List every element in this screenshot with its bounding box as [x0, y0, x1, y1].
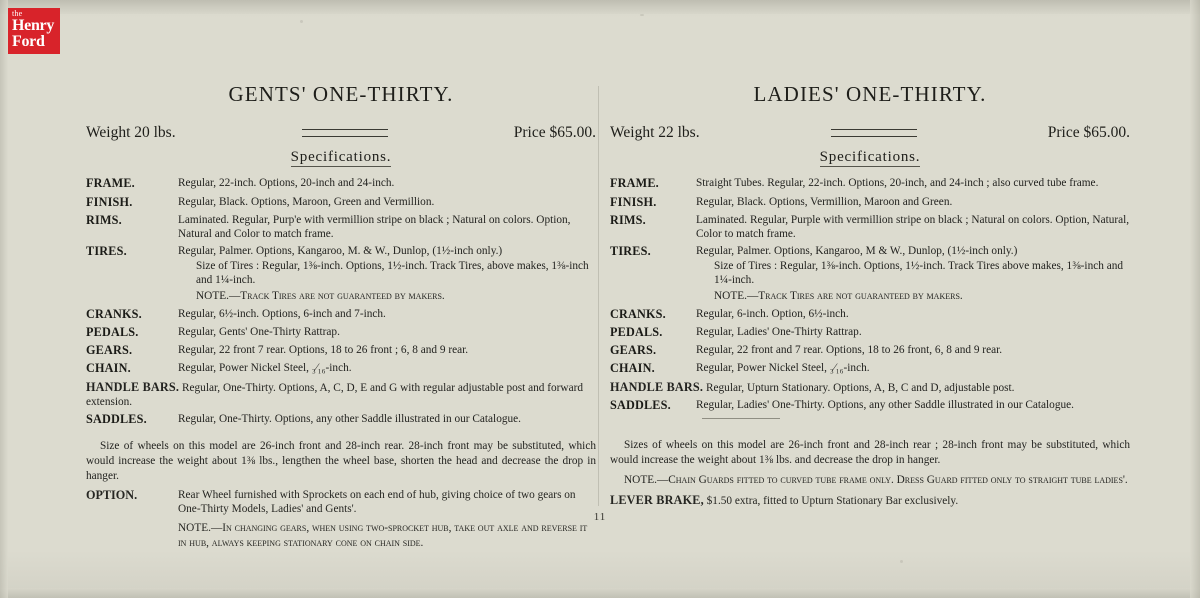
option-label: OPTION. — [86, 487, 138, 502]
option-note-spacer — [86, 521, 178, 550]
lever-brake-text: $1.50 extra, fitted to Upturn Stationary Bar exclusively. — [706, 494, 959, 507]
ladies-specifications-heading — [610, 149, 1130, 166]
spec-label: SADDLES. — [86, 412, 147, 427]
spec-value-main: Regular, Ladies' One-Thirty. Options, any other Saddle illustrated in our Catalogue. — [696, 398, 1074, 411]
ladies-spec-table — [610, 175, 1130, 428]
ladies-specifications-label: Specifications. — [819, 149, 921, 165]
table-row — [86, 175, 596, 193]
spec-value: Regular, Black. Options, Vermillion, Maroon and Green. — [696, 195, 953, 208]
table-row — [610, 212, 1130, 243]
spec-value: Regular, Gents' One-Thirty Rattrap. — [178, 325, 340, 338]
table-row — [610, 193, 1130, 211]
spec-value — [696, 243, 1130, 305]
gents-spec-table — [86, 175, 596, 429]
spec-value — [610, 378, 1130, 396]
spec-value: Regular, Black. Options, Maroon, Green and Vermillion. — [178, 195, 435, 208]
spec-label: HANDLE BARS. — [86, 379, 180, 394]
logo-line-the: the — [12, 9, 23, 18]
spec-value: Laminated. Regular, Purple with vermillion stripe on black ; Natural on colors. Option, Natural, Color to match frame. — [696, 213, 1130, 241]
spec-value: Regular, Power Nickel Steel, ₃⁄₁₆-inch. — [178, 362, 352, 375]
gents-wheel-paragraph: Size of wheels on this model are 26-inch front and 28-inch rear. 28-inch front may be substituted, which would increase the weight about 1⅜ lbs., lengthen the wheel base, shorten the head and decrease the drop in hanger. — [86, 440, 596, 482]
spec-value: Laminated. Regular, Purp'e with vermillion stripe on black ; Natural on colors. Option, Natural and Color to match frame. — [178, 213, 571, 241]
spec-label: CRANKS. — [610, 306, 666, 321]
ladies-lever-brake-row — [610, 493, 1130, 508]
spec-label: FRAME. — [86, 176, 135, 191]
spec-value-main: Regular, Palmer. Options, Kangaroo, M & W., Dunlop, (1½-inch only.) — [696, 245, 1018, 258]
spec-value-main: Regular, Palmer. Options, Kangaroo, M. & W., Dunlop, (1½-inch only.) — [178, 245, 503, 258]
logo-line-henry: Henry — [12, 17, 55, 35]
spec-value: Regular, 22 front 7 rear. Options, 18 to 26 front ; 6, 8 and 9 rear. — [178, 344, 469, 357]
spec-value: Regular, 22-inch. Options, 20-inch and 24-inch. — [178, 177, 395, 190]
table-row — [86, 243, 596, 305]
table-row — [86, 378, 596, 411]
table-row — [86, 305, 596, 323]
ladies-title: LADIES' ONE-THIRTY. — [753, 82, 987, 106]
spec-label: GEARS. — [86, 343, 133, 358]
option-note: NOTE.—In changing gears, when using two-sprocket hub, take out axle and reverse it in hub, always keeping stationary cone on chain side. — [178, 522, 588, 549]
spec-label: RIMS. — [86, 212, 122, 227]
spec-label: GEARS. — [610, 343, 657, 358]
gents-specifications-label: Specifications. — [290, 149, 392, 165]
spec-label: TIRES. — [86, 244, 127, 259]
spec-label: PEDALS. — [86, 324, 139, 339]
spec-value: Regular, 6-inch. Option, 6½-inch. — [696, 307, 849, 320]
column-gents — [86, 82, 596, 551]
ladies-price: Price $65.00. — [1047, 124, 1130, 141]
gents-price: Price $65.00. — [513, 124, 596, 141]
spec-value: Regular, One-Thirty. Options, any other Saddle illustrated in our Catalogue. — [178, 413, 521, 426]
spec-label: CHAIN. — [610, 361, 655, 376]
spec-value: Regular, Ladies' One-Thirty Rattrap. — [696, 325, 862, 338]
table-row — [86, 342, 596, 360]
table-row — [610, 360, 1130, 378]
table-row — [610, 305, 1130, 323]
spec-value — [86, 378, 596, 411]
table-row — [86, 411, 596, 429]
gents-specifications-heading — [86, 149, 596, 166]
table-row — [610, 378, 1130, 396]
gents-weight: Weight 20 lbs. — [86, 124, 176, 141]
spec-value-main: Regular, One-Thirty. Options, A, C, D, E and G with regular adjustable post and forward extension. — [86, 381, 584, 409]
table-row — [86, 212, 596, 243]
spec-value-main: Regular, Upturn Stationary. Options, A, B, C and D, adjustable post. — [705, 381, 1015, 394]
spec-label: FINISH. — [610, 194, 657, 209]
gents-title: GENTS' ONE-THIRTY. — [228, 82, 454, 106]
lever-brake-label: LEVER BRAKE, — [610, 492, 704, 507]
spec-value-note: NOTE.—Track Tires are not guaranteed by makers. — [196, 290, 445, 303]
decorative-rule — [302, 129, 388, 137]
table-row — [610, 396, 1130, 427]
ladies-weight: Weight 22 lbs. — [610, 124, 700, 141]
spec-value — [178, 243, 596, 305]
table-row — [610, 243, 1130, 305]
spec-label: CRANKS. — [86, 306, 142, 321]
decorative-underline — [702, 418, 780, 419]
table-row — [610, 342, 1130, 360]
table-row — [610, 175, 1130, 193]
spec-value — [696, 396, 1130, 427]
logo-line-ford: Ford — [12, 33, 45, 51]
spec-value-note: NOTE.—Track Tires are not guaranteed by makers. — [714, 290, 963, 303]
spec-value-sub: Size of Tires : Regular, 1⅜-inch. Options, 1½-inch. Track Tires, above makes, 1⅜-inch and 1¼-inch. — [196, 259, 589, 287]
page-number: 11 — [593, 511, 607, 523]
spec-label: RIMS. — [610, 212, 646, 227]
ladies-guard-note: NOTE.—Chain Guards fitted to curved tube frame only. Dress Guard fitted only to straight tube ladies'. — [624, 473, 1128, 486]
spec-label: PEDALS. — [610, 324, 663, 339]
column-ladies — [610, 82, 1130, 508]
spec-label: FINISH. — [86, 194, 133, 209]
spec-label: FRAME. — [610, 176, 659, 191]
spec-value: Straight Tubes. Regular, 22-inch. Options, 20-inch, and 24-inch ; also curved tube frame. — [696, 177, 1099, 190]
gents-weight-price-row — [86, 124, 596, 142]
spec-label: HANDLE BARS. — [610, 379, 704, 394]
decorative-rule — [831, 129, 917, 137]
ladies-wheel-paragraph: Sizes of wheels on this model are 26-inch front and 28-inch rear ; 28-inch front may be substituted, which would increase the weight about 1⅜ lbs. and decrease the drop in hanger. — [610, 438, 1130, 466]
spec-label: CHAIN. — [86, 361, 131, 376]
spec-value: Regular, 6½-inch. Options, 6-inch and 7-inch. — [178, 307, 386, 320]
table-row — [86, 193, 596, 211]
spec-label: TIRES. — [610, 244, 651, 259]
spec-value-sub: Size of Tires : Regular, 1⅜-inch. Options, 1½-inch. Track Tires above makes, 1⅜-inch and 1¼-inch. — [714, 259, 1124, 287]
spec-label: SADDLES. — [610, 397, 671, 412]
gents-option-note-row — [86, 521, 596, 550]
spec-value: Regular, Power Nickel Steel, ₃⁄₁₆-inch. — [696, 362, 870, 375]
ladies-weight-price-row — [610, 124, 1130, 142]
table-row — [610, 323, 1130, 341]
option-text: Rear Wheel furnished with Sprockets on each end of hub, giving choice of two gears on One-Thirty Models, Ladies' and Gents'. — [178, 488, 576, 516]
spec-value: Regular, 22 front and 7 rear. Options, 18 to 26 front, 6, 8 and 9 rear. — [696, 344, 1003, 357]
table-row — [86, 360, 596, 378]
table-row — [86, 323, 596, 341]
